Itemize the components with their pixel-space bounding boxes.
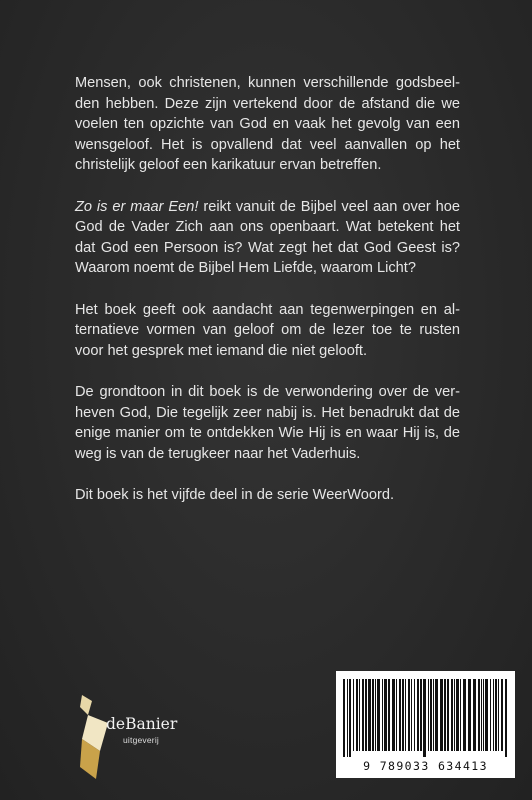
barcode-bar [405, 679, 406, 751]
barcode-bars [343, 679, 508, 757]
barcode-bar [440, 679, 443, 751]
barcode-bar [444, 679, 446, 751]
blurb-text [75, 73, 460, 506]
barcode-bar [498, 679, 499, 751]
barcode-bar [468, 679, 471, 751]
barcode-bar [356, 679, 358, 751]
publisher-logo [78, 693, 238, 783]
barcode-bar [501, 679, 503, 751]
barcode-bar [485, 679, 488, 751]
barcode-bar [430, 679, 432, 751]
barcode-bar [447, 679, 449, 751]
barcode-bar [368, 679, 371, 751]
paragraph-3: Het boek geeft ook aandacht aan tegenwerpingen en al- ternatieve vormen van geloof om de lezer toe te rusten voor het gesprek met iemand die niet gelooft. [75, 301, 460, 359]
barcode-bar [362, 679, 364, 751]
banier-flag-icon [78, 693, 118, 783]
paragraph-4: De grondtoon in dit boek is de verwondering over de ver- heven God, Die tegelijk zeer nabij is. Het benadrukt dat de enige manier om te ontdekken Wie Hij is en waar Hij is, de weg is van de terugkeer naar het Vaderhuis. [75, 384, 460, 462]
barcode-bar [435, 679, 438, 751]
barcode-bar [349, 679, 351, 757]
barcode-bar [399, 679, 401, 751]
barcode-bar [359, 679, 360, 751]
barcode-bar [417, 679, 419, 751]
barcode-bar [377, 679, 380, 751]
barcode-bar [428, 679, 429, 751]
publisher-subtitle: uitgeverij [123, 735, 160, 745]
paragraph-1: Mensen, ook christenen, kunnen verschillende godsbeel- den hebben. Deze zijn vertekend door de afstand die we voelen ten opzichte van God en vaak het gevolg van een wensgeloof. Het is opvallend dat veel aanvallen op het christelijk geloof een karikatuur ervan betreffen. [75, 75, 460, 173]
barcode-bar [495, 679, 497, 751]
barcode-bar [414, 679, 415, 751]
barcode-bar [353, 679, 354, 751]
barcode-bar [375, 679, 376, 751]
barcode-bar [490, 679, 491, 751]
barcode-bar [456, 679, 459, 751]
barcode-bar [454, 679, 455, 751]
barcode-bar [493, 679, 494, 751]
publisher-name: deBanier [106, 715, 178, 733]
barcode-bar [481, 679, 482, 751]
barcode-bar [433, 679, 434, 751]
barcode-bar [420, 679, 422, 751]
barcode-bar [384, 679, 387, 751]
barcode-bar [388, 679, 390, 751]
barcode-bar [382, 679, 383, 751]
isbn-number: 9 789033 634413 [363, 759, 488, 773]
barcode-bar [372, 679, 374, 751]
barcode-bar [347, 679, 348, 757]
barcode-bar [505, 679, 507, 757]
barcode [336, 671, 515, 778]
barcode-bar [402, 679, 404, 751]
book-title-italic: Zo is er maar Een! [75, 198, 199, 215]
barcode-bar [423, 679, 426, 757]
paragraph-2: Zo is er maar Een! reikt vanuit de Bijbel veel aan over hoe God de Vader Zich aan ons openbaart. Wat betekent het dat God een Persoon is? Wat zegt het dat God Geest is? Waarom noemt de Bijbel Hem Liefde, waarom Licht? [75, 198, 460, 276]
barcode-bar [392, 679, 395, 751]
barcode-bar [396, 679, 397, 751]
barcode-bar [343, 679, 345, 757]
barcode-bar [473, 679, 476, 751]
barcode-bar [460, 679, 461, 751]
barcode-bar [411, 679, 412, 751]
barcode-bar [463, 679, 466, 751]
barcode-bar [451, 679, 453, 751]
barcode-bar [483, 679, 484, 751]
barcode-bar [365, 679, 367, 751]
barcode-bar [478, 679, 480, 751]
paragraph-5: Dit boek is het vijfde deel in de serie WeerWoord. [75, 487, 395, 503]
barcode-bar [408, 679, 410, 751]
